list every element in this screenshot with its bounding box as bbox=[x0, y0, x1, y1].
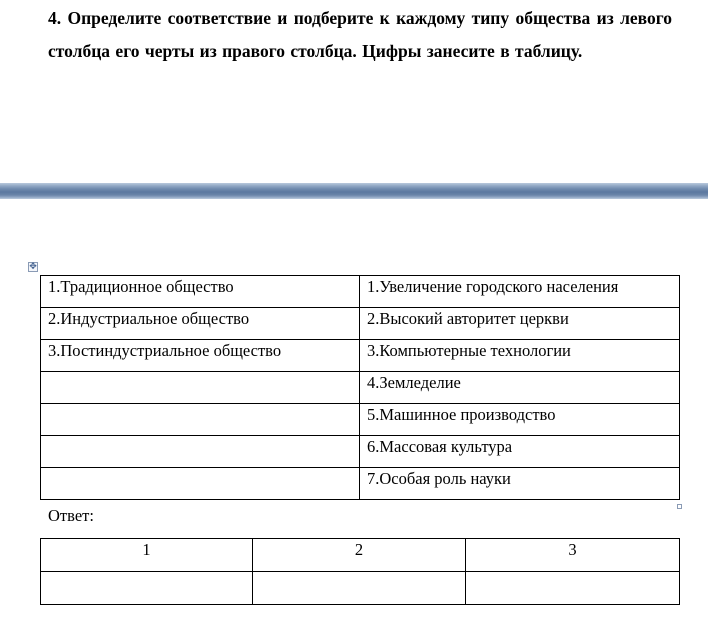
feature-cell[interactable]: 7.Особая роль науки bbox=[360, 468, 680, 500]
answer-header-cell: 2 bbox=[253, 539, 466, 572]
feature-cell[interactable]: 6.Массовая культура bbox=[360, 436, 680, 468]
table-row bbox=[41, 539, 680, 572]
feature-cell[interactable]: 1.Увеличение городского населения bbox=[360, 276, 680, 308]
answer-header-cell: 3 bbox=[466, 539, 680, 572]
society-type-cell[interactable] bbox=[41, 436, 360, 468]
table-row bbox=[41, 372, 680, 404]
move-cross-icon[interactable]: ✥ bbox=[29, 262, 37, 272]
society-type-cell[interactable]: 3.Постиндустриальное общество bbox=[41, 340, 360, 372]
answer-label: Ответ: bbox=[48, 506, 94, 525]
answer-table bbox=[40, 538, 680, 605]
answer-input-cell[interactable] bbox=[41, 572, 253, 605]
matching-table bbox=[40, 275, 680, 500]
society-type-cell[interactable] bbox=[41, 404, 360, 436]
table-row bbox=[41, 276, 680, 308]
answer-input-cell[interactable] bbox=[253, 572, 466, 605]
feature-cell[interactable]: 5.Машинное производство bbox=[360, 404, 680, 436]
society-type-cell[interactable]: 2.Индустриальное общество bbox=[41, 308, 360, 340]
feature-cell[interactable]: 2.Высокий авторитет церкви bbox=[360, 308, 680, 340]
society-type-cell[interactable] bbox=[41, 372, 360, 404]
answer-input-cell[interactable] bbox=[466, 572, 680, 605]
table-row bbox=[41, 572, 680, 605]
page-separator bbox=[0, 183, 708, 199]
feature-cell[interactable]: 4.Земледелие bbox=[360, 372, 680, 404]
task-text: 4. Определите соответствие и подберите к каждому типу общества из левого столбца его черты из правого столбца. Цифры занесите в таблицу. bbox=[48, 8, 672, 61]
table-row bbox=[41, 436, 680, 468]
table-row bbox=[41, 308, 680, 340]
resize-square-icon[interactable] bbox=[677, 504, 682, 509]
society-type-cell[interactable] bbox=[41, 468, 360, 500]
society-type-cell[interactable]: 1.Традиционное общество bbox=[41, 276, 360, 308]
answer-header-cell: 1 bbox=[41, 539, 253, 572]
table-row bbox=[41, 404, 680, 436]
table-row bbox=[41, 468, 680, 500]
table-row bbox=[41, 340, 680, 372]
feature-cell[interactable]: 3.Компьютерные технологии bbox=[360, 340, 680, 372]
